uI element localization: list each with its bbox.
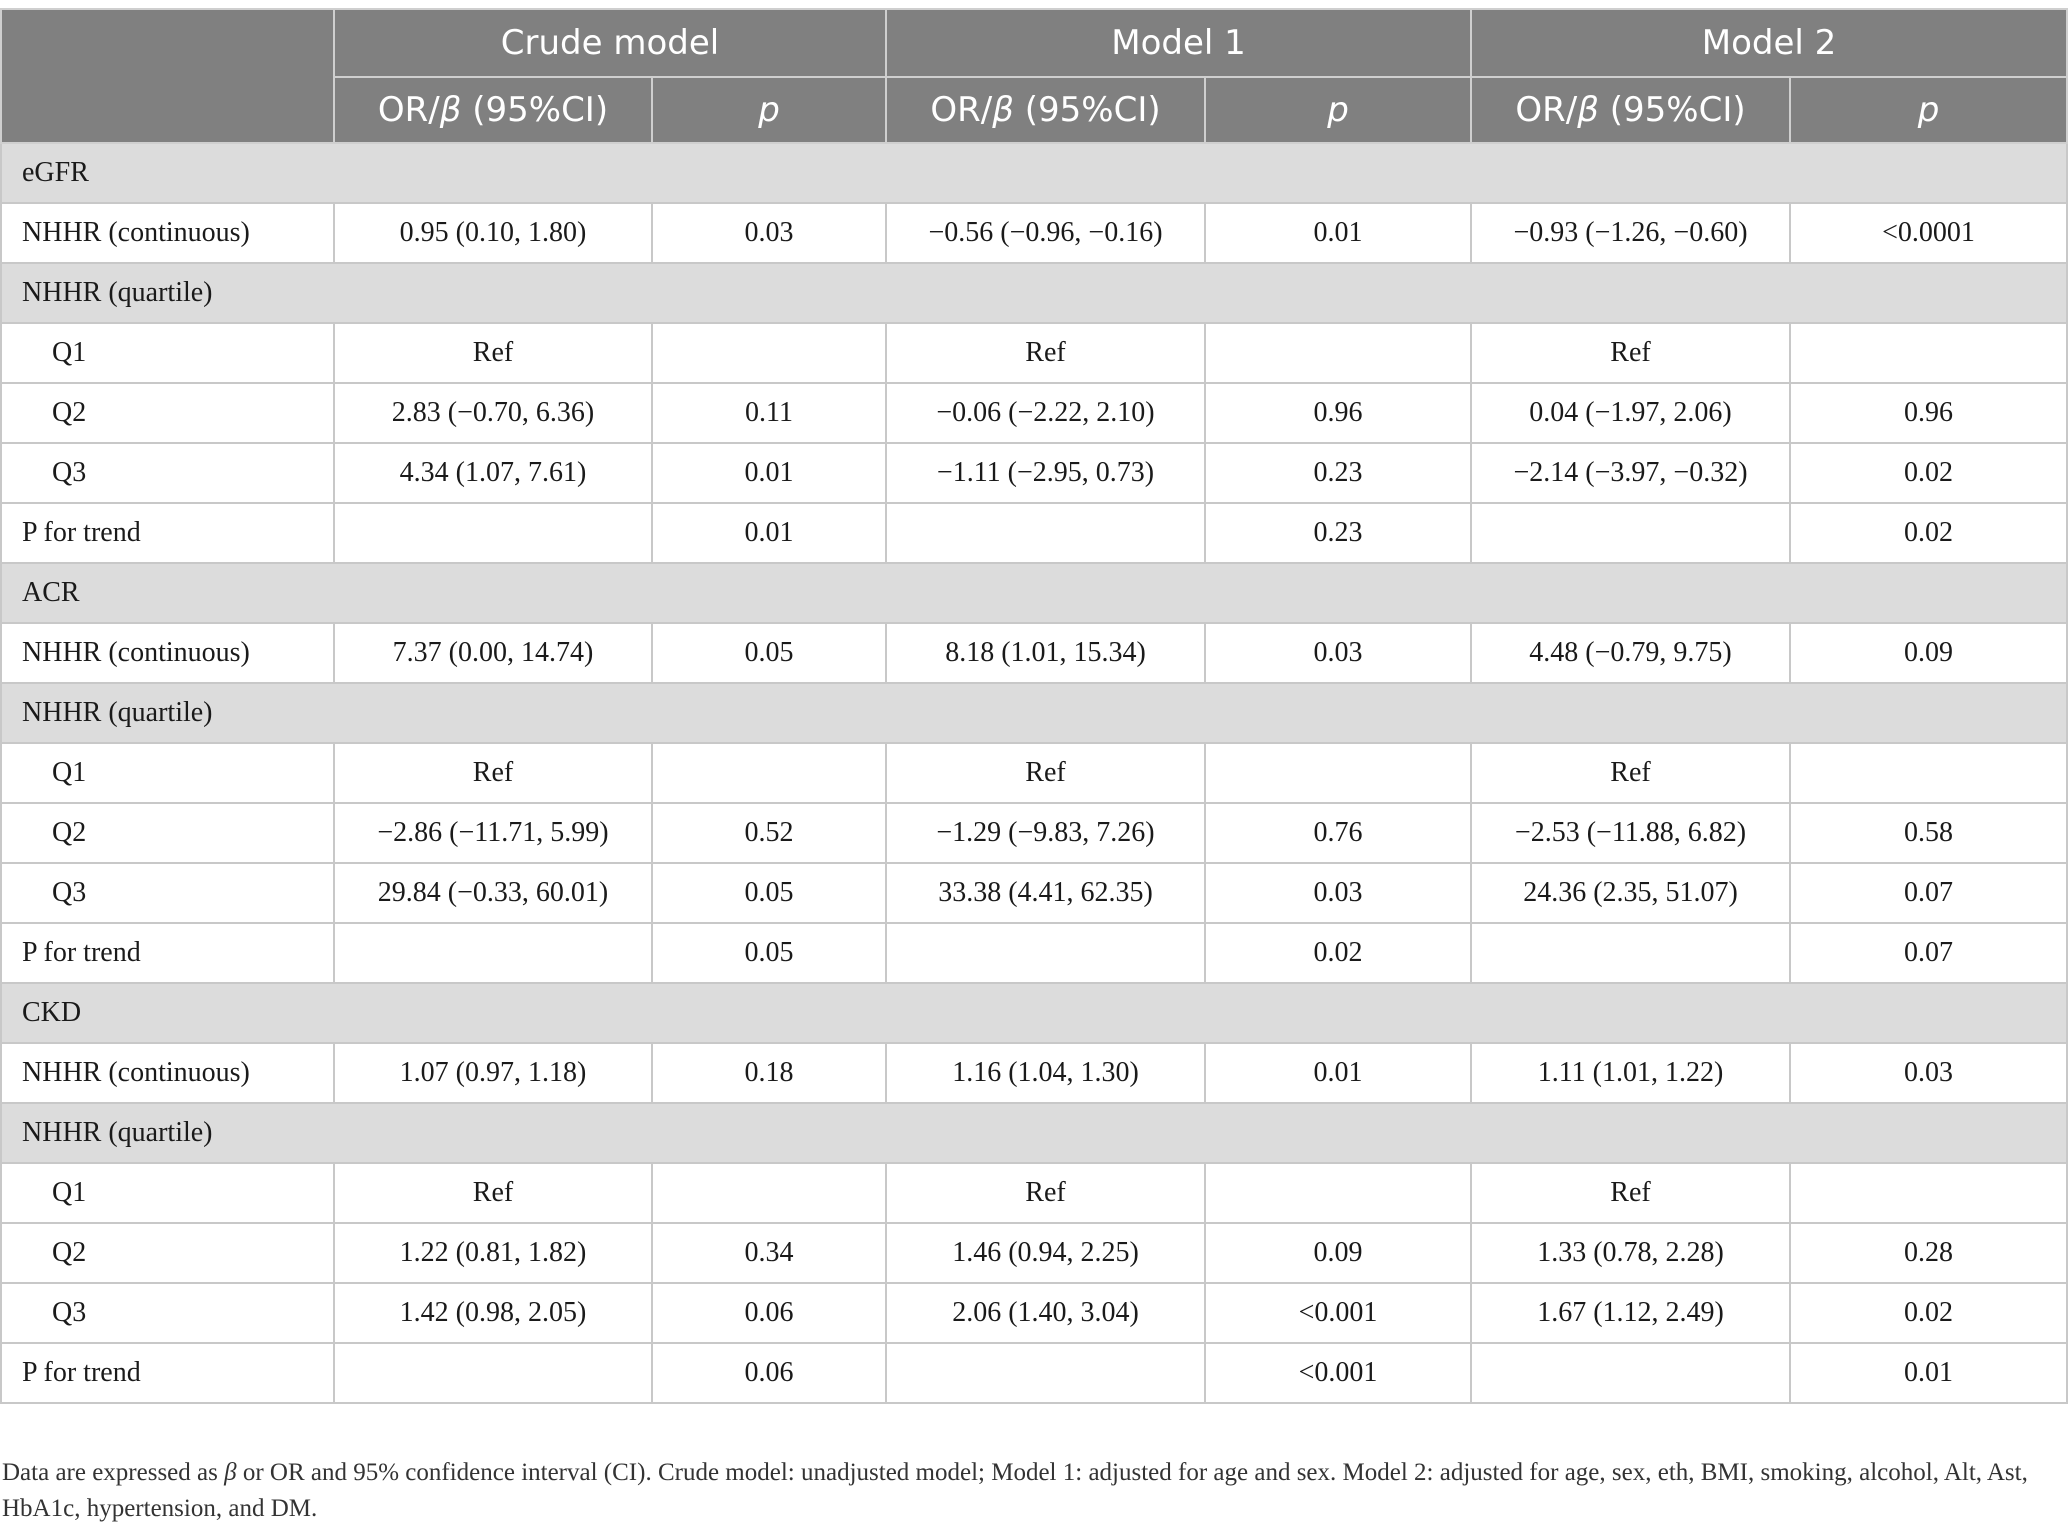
table-body bbox=[1, 143, 2067, 1403]
p-value-cell: 0.76 bbox=[1205, 803, 1471, 863]
row-label: Q3 bbox=[1, 863, 334, 923]
quartile-row bbox=[1, 443, 2067, 503]
estimate-cell: −2.53 (−11.88, 6.82) bbox=[1471, 803, 1790, 863]
p-value-cell: 0.01 bbox=[1205, 203, 1471, 263]
header-p-value: p bbox=[1790, 77, 2067, 143]
estimate-cell: Ref bbox=[886, 1163, 1205, 1223]
estimate-cell: 33.38 (4.41, 62.35) bbox=[886, 863, 1205, 923]
p-value-cell: 0.11 bbox=[652, 383, 886, 443]
quartile-row bbox=[1, 1283, 2067, 1343]
quartile-subheader-row bbox=[1, 683, 2067, 743]
quartile-row bbox=[1, 743, 2067, 803]
estimate-cell: 0.95 (0.10, 1.80) bbox=[334, 203, 652, 263]
quartile-row bbox=[1, 383, 2067, 443]
estimate-cell: 1.67 (1.12, 2.49) bbox=[1471, 1283, 1790, 1343]
estimate-cell: 1.42 (0.98, 2.05) bbox=[334, 1283, 652, 1343]
estimate-cell: 8.18 (1.01, 15.34) bbox=[886, 623, 1205, 683]
continuous-row bbox=[1, 623, 2067, 683]
estimate-cell: −2.14 (−3.97, −0.32) bbox=[1471, 443, 1790, 503]
p-value-cell: 0.05 bbox=[652, 923, 886, 983]
row-label: P for trend bbox=[1, 923, 334, 983]
section-header-row bbox=[1, 143, 2067, 203]
p-value-cell: 0.06 bbox=[652, 1343, 886, 1403]
quartile-subheader: NHHR (quartile) bbox=[1, 1103, 2067, 1163]
estimate-cell: Ref bbox=[1471, 1163, 1790, 1223]
estimate-cell: 1.46 (0.94, 2.25) bbox=[886, 1223, 1205, 1283]
p-value-cell: 0.02 bbox=[1205, 923, 1471, 983]
p-value-cell bbox=[1790, 323, 2067, 383]
row-label: NHHR (continuous) bbox=[1, 203, 334, 263]
row-label: Q1 bbox=[1, 743, 334, 803]
section-title: eGFR bbox=[1, 143, 2067, 203]
trend-row bbox=[1, 1343, 2067, 1403]
regression-results-table bbox=[0, 8, 2068, 1404]
results-table-container bbox=[0, 8, 2066, 1404]
p-value-cell: 0.03 bbox=[652, 203, 886, 263]
estimate-cell: 2.06 (1.40, 3.04) bbox=[886, 1283, 1205, 1343]
row-label: Q3 bbox=[1, 1283, 334, 1343]
estimate-cell: 4.48 (−0.79, 9.75) bbox=[1471, 623, 1790, 683]
estimate-cell: Ref bbox=[1471, 743, 1790, 803]
estimate-cell: Ref bbox=[886, 743, 1205, 803]
estimate-cell: −0.56 (−0.96, −0.16) bbox=[886, 203, 1205, 263]
estimate-cell: 1.22 (0.81, 1.82) bbox=[334, 1223, 652, 1283]
trend-row bbox=[1, 923, 2067, 983]
p-value-cell: 0.03 bbox=[1205, 623, 1471, 683]
p-value-cell: 0.02 bbox=[1790, 443, 2067, 503]
row-label: NHHR (continuous) bbox=[1, 1043, 334, 1103]
trend-row bbox=[1, 503, 2067, 563]
p-value-cell: <0.0001 bbox=[1790, 203, 2067, 263]
row-label: Q2 bbox=[1, 383, 334, 443]
p-value-cell: 0.23 bbox=[1205, 443, 1471, 503]
estimate-cell bbox=[1471, 923, 1790, 983]
quartile-row bbox=[1, 1163, 2067, 1223]
section-title: CKD bbox=[1, 983, 2067, 1043]
continuous-row bbox=[1, 203, 2067, 263]
row-label: P for trend bbox=[1, 1343, 334, 1403]
quartile-subheader: NHHR (quartile) bbox=[1, 683, 2067, 743]
header-or-beta-ci: OR/β (95%CI) bbox=[886, 77, 1205, 143]
estimate-cell: 29.84 (−0.33, 60.01) bbox=[334, 863, 652, 923]
section-header-row bbox=[1, 563, 2067, 623]
estimate-cell: 2.83 (−0.70, 6.36) bbox=[334, 383, 652, 443]
p-value-cell: 0.01 bbox=[1790, 1343, 2067, 1403]
row-label: Q1 bbox=[1, 1163, 334, 1223]
p-value-cell: 0.18 bbox=[652, 1043, 886, 1103]
estimate-cell bbox=[886, 923, 1205, 983]
p-value-cell: 0.03 bbox=[1790, 1043, 2067, 1103]
p-value-cell: 0.05 bbox=[652, 863, 886, 923]
p-value-cell: 0.02 bbox=[1790, 1283, 2067, 1343]
header-model-2: Model 2 bbox=[1471, 9, 2067, 77]
p-value-cell: 0.96 bbox=[1790, 383, 2067, 443]
estimate-cell: 0.04 (−1.97, 2.06) bbox=[1471, 383, 1790, 443]
estimate-cell: Ref bbox=[334, 323, 652, 383]
row-label: Q2 bbox=[1, 1223, 334, 1283]
quartile-subheader: NHHR (quartile) bbox=[1, 263, 2067, 323]
header-or-beta-ci: OR/β (95%CI) bbox=[1471, 77, 1790, 143]
row-label: Q1 bbox=[1, 323, 334, 383]
row-label: NHHR (continuous) bbox=[1, 623, 334, 683]
estimate-cell: 7.37 (0.00, 14.74) bbox=[334, 623, 652, 683]
header-or-beta-ci: OR/β (95%CI) bbox=[334, 77, 652, 143]
estimate-cell bbox=[334, 503, 652, 563]
p-value-cell: <0.001 bbox=[1205, 1283, 1471, 1343]
header-crude-model: Crude model bbox=[334, 9, 886, 77]
estimate-cell: −0.93 (−1.26, −0.60) bbox=[1471, 203, 1790, 263]
continuous-row bbox=[1, 1043, 2067, 1103]
header-corner-cell bbox=[1, 9, 334, 143]
p-value-cell: 0.58 bbox=[1790, 803, 2067, 863]
estimate-cell bbox=[1471, 1343, 1790, 1403]
p-value-cell bbox=[1205, 323, 1471, 383]
row-label: P for trend bbox=[1, 503, 334, 563]
p-value-cell: 0.34 bbox=[652, 1223, 886, 1283]
p-value-cell bbox=[652, 323, 886, 383]
p-value-cell bbox=[1790, 1163, 2067, 1223]
header-p-value: p bbox=[1205, 77, 1471, 143]
estimate-cell: 1.33 (0.78, 2.28) bbox=[1471, 1223, 1790, 1283]
estimate-cell: 1.16 (1.04, 1.30) bbox=[886, 1043, 1205, 1103]
estimate-cell: Ref bbox=[886, 323, 1205, 383]
estimate-cell bbox=[886, 503, 1205, 563]
estimate-cell: −2.86 (−11.71, 5.99) bbox=[334, 803, 652, 863]
p-value-cell: 0.05 bbox=[652, 623, 886, 683]
estimate-cell bbox=[886, 1343, 1205, 1403]
estimate-cell: Ref bbox=[334, 743, 652, 803]
p-value-cell: 0.03 bbox=[1205, 863, 1471, 923]
p-value-cell bbox=[1205, 743, 1471, 803]
p-value-cell bbox=[1205, 1163, 1471, 1223]
p-value-cell: 0.28 bbox=[1790, 1223, 2067, 1283]
p-value-cell: 0.07 bbox=[1790, 923, 2067, 983]
estimate-cell: −0.06 (−2.22, 2.10) bbox=[886, 383, 1205, 443]
p-value-cell: 0.09 bbox=[1790, 623, 2067, 683]
p-value-cell: 0.96 bbox=[1205, 383, 1471, 443]
estimate-cell: 24.36 (2.35, 51.07) bbox=[1471, 863, 1790, 923]
p-value-cell: <0.001 bbox=[1205, 1343, 1471, 1403]
quartile-row bbox=[1, 323, 2067, 383]
estimate-cell: 1.11 (1.01, 1.22) bbox=[1471, 1043, 1790, 1103]
p-value-cell bbox=[652, 1163, 886, 1223]
quartile-subheader-row bbox=[1, 263, 2067, 323]
estimate-cell: −1.29 (−9.83, 7.26) bbox=[886, 803, 1205, 863]
row-label: Q2 bbox=[1, 803, 334, 863]
p-value-cell: 0.06 bbox=[652, 1283, 886, 1343]
estimate-cell: Ref bbox=[1471, 323, 1790, 383]
p-value-cell: 0.07 bbox=[1790, 863, 2067, 923]
p-value-cell: 0.01 bbox=[1205, 1043, 1471, 1103]
row-label: Q3 bbox=[1, 443, 334, 503]
estimate-cell: Ref bbox=[334, 1163, 652, 1223]
p-value-cell: 0.02 bbox=[1790, 503, 2067, 563]
header-model-1: Model 1 bbox=[886, 9, 1471, 77]
p-value-cell bbox=[1790, 743, 2067, 803]
section-title: ACR bbox=[1, 563, 2067, 623]
p-value-cell: 0.01 bbox=[652, 443, 886, 503]
estimate-cell: 1.07 (0.97, 1.18) bbox=[334, 1043, 652, 1103]
p-value-cell: 0.09 bbox=[1205, 1223, 1471, 1283]
header-row-models bbox=[1, 9, 2067, 77]
estimate-cell: −1.11 (−2.95, 0.73) bbox=[886, 443, 1205, 503]
p-value-cell bbox=[652, 743, 886, 803]
estimate-cell bbox=[1471, 503, 1790, 563]
quartile-row bbox=[1, 803, 2067, 863]
estimate-cell bbox=[334, 923, 652, 983]
p-value-cell: 0.23 bbox=[1205, 503, 1471, 563]
table-footnote: Data are expressed as β or OR and 95% confidence interval (CI). Crude model: unadjusted model; Model 1: adjusted for age and sex. Model 2: adjusted for age, sex, eth, BMI, smoking, alcohol, Alt, Ast, HbA1c, hypertension, and DM. bbox=[2, 1459, 2028, 1522]
p-value-cell: 0.52 bbox=[652, 803, 886, 863]
estimate-cell: 4.34 (1.07, 7.61) bbox=[334, 443, 652, 503]
quartile-row bbox=[1, 863, 2067, 923]
header-p-value: p bbox=[652, 77, 886, 143]
quartile-subheader-row bbox=[1, 1103, 2067, 1163]
p-value-cell: 0.01 bbox=[652, 503, 886, 563]
section-header-row bbox=[1, 983, 2067, 1043]
estimate-cell bbox=[334, 1343, 652, 1403]
quartile-row bbox=[1, 1223, 2067, 1283]
